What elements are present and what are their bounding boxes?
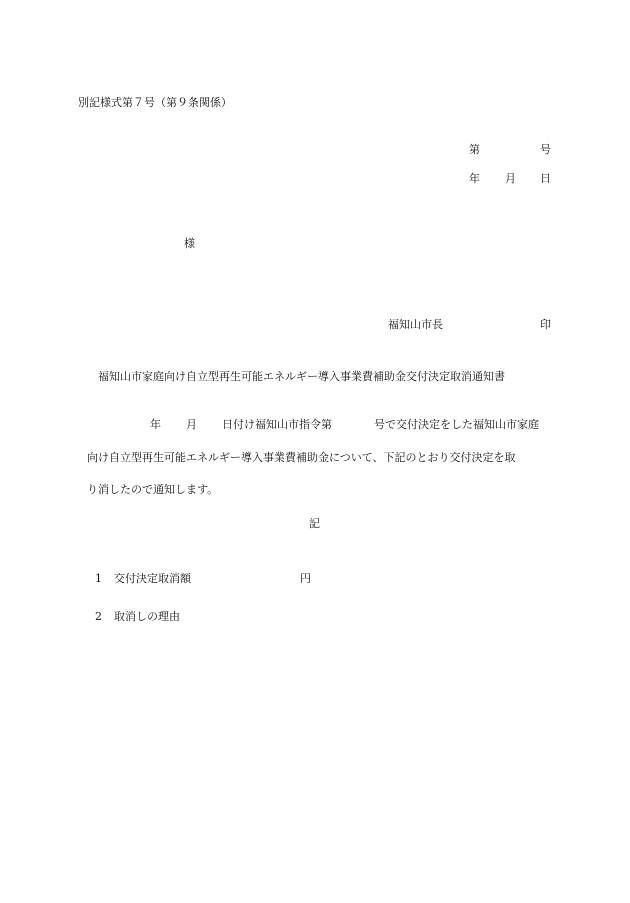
body-line-1-part-2: 号で交付決定をした福知山市家庭 <box>374 418 539 431</box>
form-number: 別記様式第７号（第９条関係） <box>78 96 232 109</box>
item-1-unit: 円 <box>300 572 311 585</box>
ki-heading: 記 <box>309 517 320 530</box>
item-2-label: 取消しの理由 <box>114 610 180 623</box>
body-line-3: り消したので通知します。 <box>87 483 219 496</box>
item-1-number: 1 <box>95 572 102 585</box>
item-2-number: 2 <box>95 610 102 623</box>
body-year-label: 年 <box>150 418 161 431</box>
item-1-label: 交付決定取消額 <box>114 572 191 585</box>
document-number-prefix: 第 <box>469 143 480 156</box>
date-day-label: 日 <box>540 172 551 185</box>
document-title: 福知山市家庭向け自立型再生可能エネルギー導入事業費補助金交付決定取消通知書 <box>98 370 505 383</box>
date-month-label: 月 <box>505 172 516 185</box>
recipient-honorific: 様 <box>184 237 195 250</box>
seal-mark: 印 <box>540 318 551 331</box>
issuer-title: 福知山市長 <box>388 318 443 331</box>
body-line-2: 向け自立型再生可能エネルギー導入事業費補助金について、下記のとおり交付決定を取 <box>87 451 516 464</box>
document-number-suffix: 号 <box>540 143 551 156</box>
body-month-label: 月 <box>186 418 197 431</box>
date-year-label: 年 <box>469 172 480 185</box>
body-line-1-part-1: 日付け福知山市指令第 <box>222 418 332 431</box>
